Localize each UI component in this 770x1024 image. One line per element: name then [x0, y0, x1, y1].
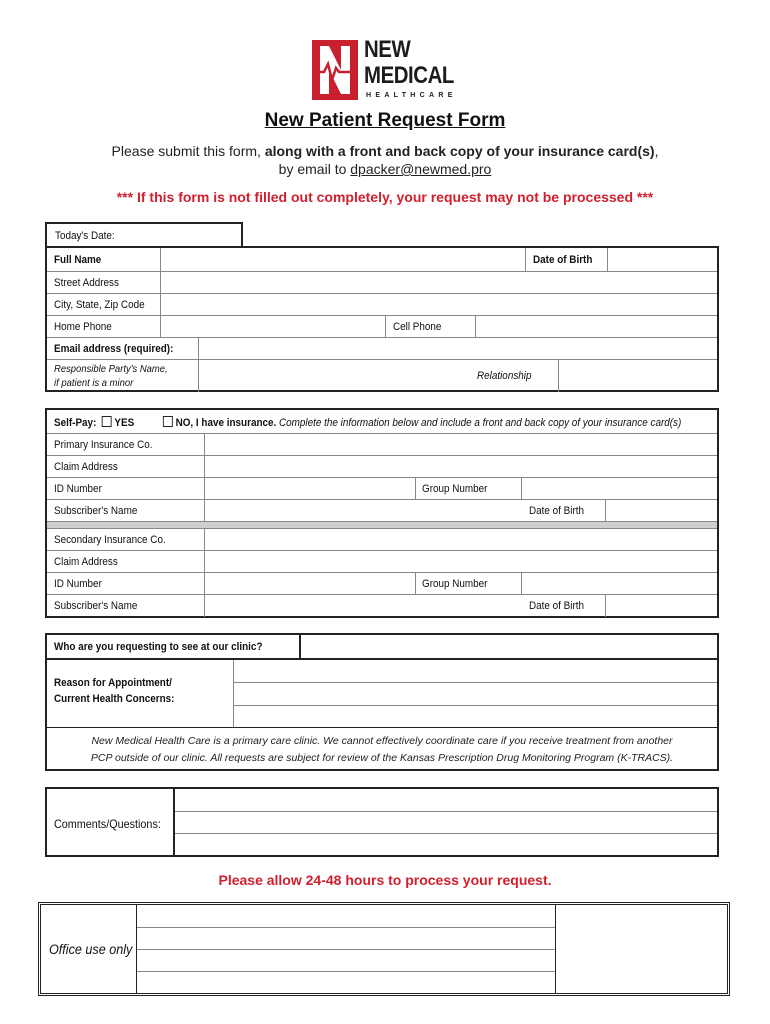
secondary-claim-row: [47, 551, 717, 573]
office-line-3: [137, 971, 555, 972]
primary-claim-row: [47, 456, 717, 478]
logo-text-medical: MEDICAL: [364, 62, 454, 89]
home-phone-label: Home Phone: [54, 321, 112, 333]
office-use-fields[interactable]: [136, 905, 556, 993]
relationship-label: Relationship: [477, 370, 532, 382]
secondary-subscriber-field[interactable]: [204, 595, 522, 617]
dob-field[interactable]: [607, 248, 717, 271]
who-label: Who are you requesting to see at our clinic?: [54, 641, 263, 653]
instruction-line-1: [0, 143, 770, 159]
secondary-subscriber-row: [47, 595, 717, 617]
primary-group-field[interactable]: [521, 478, 717, 499]
street-field[interactable]: [160, 272, 717, 293]
yes-label: YES: [114, 417, 135, 429]
insurance-separator: [47, 522, 717, 529]
logo-mark-icon: [312, 40, 358, 100]
todays-date-label: Today's Date:: [55, 230, 115, 242]
secondary-row: [47, 529, 717, 551]
city-field[interactable]: [160, 294, 717, 315]
processing-time-notice: Please allow 24-48 hours to process your request.: [218, 872, 552, 888]
city-row: [47, 294, 717, 316]
comments-field[interactable]: [173, 789, 717, 855]
no-checkbox[interactable]: [163, 416, 173, 427]
insurance-instructions: Complete the information below and include a front and back copy of your insurance card(s): [279, 417, 682, 429]
reason-row: [47, 660, 717, 728]
instruction-pre: Please submit this form,: [111, 143, 265, 159]
office-use-notes[interactable]: [556, 905, 727, 993]
home-phone-field[interactable]: [160, 316, 385, 337]
secondary-claim-field[interactable]: [204, 551, 717, 572]
office-use-section: [38, 902, 730, 996]
yes-checkbox[interactable]: [102, 416, 112, 427]
visit-section: [45, 633, 719, 771]
relationship-field[interactable]: [558, 360, 717, 392]
primary-claim-label: Claim Address: [54, 461, 118, 473]
email-row: [47, 338, 717, 360]
secondary-insurance-label: Secondary Insurance Co.: [54, 534, 166, 546]
reason-label-1: Reason for Appointment/: [54, 677, 172, 689]
email-link[interactable]: dpacker@newmed.pro: [350, 161, 492, 177]
insurance-section: [45, 408, 719, 618]
primary-row: [47, 434, 717, 456]
street-row: [47, 272, 717, 294]
city-label: City, State, Zip Code: [54, 299, 145, 311]
patient-info-section: [45, 246, 719, 392]
street-label: Street Address: [54, 277, 119, 289]
office-line-2: [137, 949, 555, 950]
office-line-1: [137, 927, 555, 928]
comments-line-1: [175, 811, 717, 812]
primary-subscriber-field[interactable]: [204, 500, 522, 521]
logo-text-new: NEW: [364, 36, 411, 63]
reason-field[interactable]: [233, 660, 717, 727]
secondary-id-label: ID Number: [54, 578, 102, 590]
primary-sub-dob-label: Date of Birth: [529, 505, 585, 517]
reason-label-2: Current Health Concerns:: [54, 693, 175, 705]
primary-claim-field[interactable]: [204, 456, 717, 477]
email-label: Email address (required):: [54, 343, 174, 355]
cell-phone-label: Cell Phone: [393, 321, 442, 333]
secondary-sub-dob-field[interactable]: [605, 595, 717, 617]
dob-label: Date of Birth: [533, 254, 593, 266]
selfpay-label: Self-Pay:: [54, 417, 97, 429]
reason-line-1: [234, 682, 717, 683]
comments-section: [45, 787, 719, 857]
reason-line-2: [234, 705, 717, 706]
no-label: NO, I have insurance.: [175, 417, 277, 429]
email-field[interactable]: [198, 338, 717, 359]
instruction-post: ,: [654, 143, 659, 159]
instruction-email-pre: by email to: [278, 161, 351, 177]
secondary-insurance-field[interactable]: [204, 529, 717, 550]
primary-group-label: Group Number: [422, 483, 488, 495]
todays-date-box[interactable]: [45, 222, 243, 248]
primary-id-field[interactable]: [204, 478, 415, 499]
office-use-label: Office use only: [49, 941, 133, 957]
secondary-subscriber-label: Subscriber's Name: [54, 600, 138, 612]
secondary-claim-label: Claim Address: [54, 556, 118, 568]
full-name-field[interactable]: [160, 248, 572, 271]
secondary-group-label-cell: [415, 573, 521, 594]
primary-insurance-label: Primary Insurance Co.: [54, 439, 153, 451]
cell-phone-label-cell: [385, 316, 475, 337]
primary-id-label: ID Number: [54, 483, 102, 495]
primary-group-label-cell: [415, 478, 521, 499]
phone-row: [47, 316, 717, 338]
logo-text-healthcare: HEALTHCARE: [366, 92, 457, 99]
responsible-party-field[interactable]: [198, 360, 469, 392]
comments-label: Comments/Questions:: [54, 817, 161, 831]
clinic-note-2: PCP outside of our clinic. All requests are subject for review of the Kansas Prescription Drug Monitoring Program (K-TRACS).: [90, 752, 674, 764]
form-title: New Patient Request Form: [264, 110, 506, 131]
company-logo: [312, 38, 462, 104]
who-row: [47, 635, 717, 660]
primary-subscriber-row: [47, 500, 717, 522]
secondary-sub-dob-label: Date of Birth: [529, 600, 585, 612]
secondary-id-field[interactable]: [204, 573, 415, 594]
primary-subscriber-label: Subscriber's Name: [54, 505, 138, 517]
responsible-label-1: Responsible Party's Name,: [54, 363, 168, 375]
incomplete-warning: *** If this form is not filled out completely, your request may not be processed ***: [116, 189, 654, 205]
primary-id-row: [47, 478, 717, 500]
full-name-row: [47, 248, 717, 272]
responsible-label-2: if patient is a minor: [54, 377, 134, 389]
clinic-note-1: New Medical Health Care is a primary care clinic. We cannot effectively coordinate care if you receive treatment from another: [91, 735, 673, 747]
full-name-label: Full Name: [54, 254, 102, 266]
divider: [525, 248, 526, 271]
selfpay-row: [47, 410, 717, 434]
cell-phone-field[interactable]: [475, 316, 717, 337]
who-field[interactable]: [301, 635, 717, 658]
selfpay-options: [54, 416, 681, 429]
secondary-group-label: Group Number: [422, 578, 488, 590]
instruction-line-2: [0, 161, 770, 177]
secondary-group-field[interactable]: [521, 573, 717, 594]
responsible-party-row: [47, 360, 717, 392]
comments-line-2: [175, 833, 717, 834]
primary-insurance-field[interactable]: [204, 434, 717, 455]
secondary-id-row: [47, 573, 717, 595]
instruction-bold: along with a front and back copy of your insurance card(s): [264, 143, 655, 159]
primary-sub-dob-field[interactable]: [605, 500, 717, 521]
